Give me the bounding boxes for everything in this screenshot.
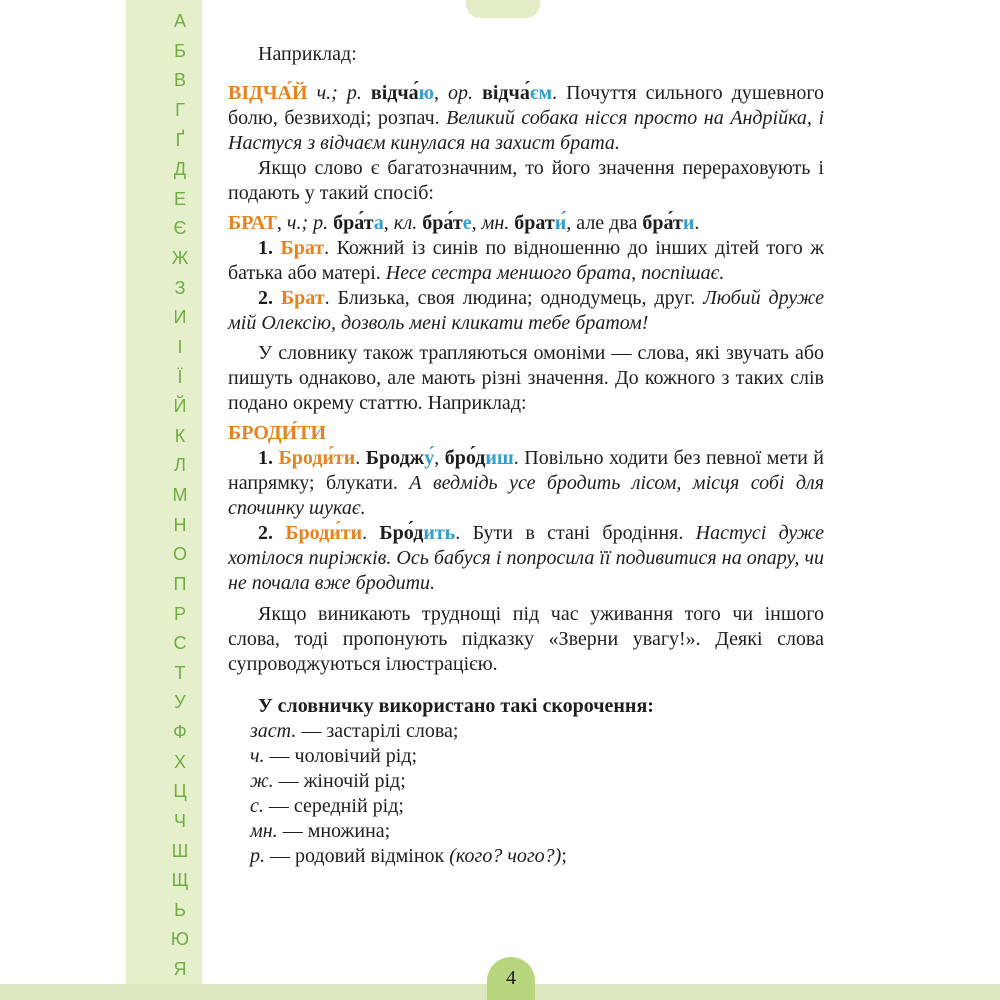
alphabet-letter: Ч — [174, 810, 186, 831]
alphabet-letter: П — [173, 573, 187, 594]
alphabet-letter: Е — [173, 188, 186, 209]
text-run: 1. — [258, 237, 281, 259]
text-run: ВІДЧА́Й — [228, 82, 308, 104]
alphabet-letter: Ю — [170, 929, 190, 950]
text-run: Брат — [280, 237, 325, 259]
top-tab-decoration — [466, 0, 540, 18]
text-run: бра́т — [422, 212, 463, 234]
alphabet-letter: К — [174, 425, 186, 446]
alphabet-letter: В — [173, 70, 186, 91]
abbr-s — [250, 794, 824, 819]
para-hint — [228, 602, 824, 677]
text-run: 2. — [258, 287, 281, 309]
text-run: Брат — [280, 287, 325, 309]
alphabet-letter: Х — [173, 751, 186, 772]
para-homonyms — [228, 341, 824, 416]
text-run: . Близька, своя людина; однодумець, друг. — [324, 287, 704, 309]
abbr-r — [250, 844, 824, 869]
text-run: , — [433, 82, 449, 104]
para-polysemy — [228, 156, 824, 206]
text-run: кл. — [393, 212, 423, 234]
text-run: а — [373, 212, 384, 234]
text-run: У словнику також трапляються омоніми — слова, які звучать або пишуть однаково, але мають різні значення. До кожного з таких слів подано окрему статтю. Наприклад: — [228, 342, 824, 414]
text-run: заст. — [250, 720, 297, 742]
text-run: (кого? чого?) — [449, 845, 562, 867]
text-run: — чоловічий рід; — [264, 745, 418, 767]
entry-brat-head — [228, 211, 824, 236]
entry-brat-sense-1 — [228, 236, 824, 286]
alphabet-letter: Ц — [173, 781, 187, 802]
abbr-zast — [250, 719, 824, 744]
text-run: — середній рід; — [263, 795, 404, 817]
alphabet-letter: Б — [174, 40, 186, 61]
text-run: . — [362, 522, 380, 544]
page-number-tab — [487, 957, 535, 1000]
alphabet-letter: М — [172, 485, 188, 505]
text-run: Якщо виникають труднощі під час уживання того чи іншого слова, тоді пропонують підказку «Зверни увагу!». Деякі слова супроводжуються ілюстрацією. — [228, 603, 824, 675]
text-run: , — [276, 212, 287, 234]
alphabet-letter: І — [177, 336, 183, 357]
example-label — [228, 42, 824, 67]
text-run: е — [462, 212, 472, 234]
text-run: мн. — [250, 820, 278, 842]
text-run: відча́ — [482, 82, 530, 104]
text-run: У словничку використано такі скорочення: — [258, 695, 654, 717]
text-run: Наприклад: — [258, 43, 357, 65]
text-run: відча́ — [370, 82, 419, 104]
text-column — [228, 42, 824, 869]
abbr-heading — [228, 694, 824, 719]
text-run: Якщо слово є багатозначним, то його значення перераховують і подають у такий спосіб: — [228, 157, 824, 204]
abbr-ch — [250, 744, 824, 769]
alphabet-letter: Щ — [171, 870, 189, 891]
text-run: . — [694, 212, 700, 234]
text-run: ить — [423, 522, 456, 544]
alphabet-letter: И — [173, 307, 187, 328]
alphabet-letter: О — [172, 544, 187, 565]
alphabet-letter: Й — [173, 396, 187, 417]
text-run: ч. — [250, 745, 265, 767]
text-run: 2. — [258, 522, 286, 544]
alphabet-letter: Р — [173, 603, 186, 624]
text-run: с. — [250, 795, 264, 817]
alphabet-letter: Ґ — [175, 129, 185, 150]
entry-brat-sense-2 — [228, 286, 824, 336]
text-run: . Повільно ходити без певної мети й напрямку; блукати. — [228, 447, 824, 494]
text-run: ю — [418, 82, 434, 104]
text-run: бро́д — [444, 447, 486, 469]
alphabet-index — [157, 12, 203, 978]
text-run: Несе сестра меншого брата, поспішає. — [385, 262, 725, 284]
alphabet-letter: Д — [173, 159, 187, 180]
alphabet-letter: Т — [174, 662, 186, 683]
text-run: Настусі дуже хотілося пиріжків. Ось бабуся і попросила її подивитися на опару, чи не почала вже бродити. — [228, 522, 825, 594]
text-run: — жіночій рід; — [273, 770, 406, 792]
text-run: и — [682, 212, 695, 234]
alphabet-letter: Г — [175, 99, 185, 120]
text-run: , але два — [566, 212, 643, 234]
text-run: Бро́д — [379, 522, 424, 544]
alphabet-letter: С — [173, 633, 187, 654]
text-run: . — [355, 447, 366, 469]
text-run: БРАТ — [228, 212, 277, 234]
alphabet-letter: Є — [173, 218, 187, 239]
alphabet-letter: У — [174, 692, 186, 713]
entry-brodyty-sense-1 — [228, 446, 824, 521]
text-run: иш — [485, 447, 514, 469]
text-run: єм — [529, 82, 553, 104]
text-run: — застарілі слова; — [296, 720, 459, 742]
text-run: ор. — [448, 82, 483, 104]
text-run: . Почуття сильного душевного болю, безвиході; розпач. — [228, 82, 825, 129]
abbr-zh — [250, 769, 824, 794]
text-run: Броди́ти — [278, 447, 356, 469]
alphabet-letter: Я — [173, 959, 187, 979]
text-run: БРОДИ́ТИ — [228, 422, 327, 444]
text-run: брат — [514, 212, 555, 234]
text-run: Броди́ти — [285, 522, 363, 544]
entry-vidchai — [228, 81, 824, 156]
text-run: — множина; — [277, 820, 391, 842]
text-run: Великий собака нісся просто на Андрійка, і Настуся з відчаєм кинулася на захист брата. — [228, 107, 824, 154]
text-run: , — [383, 212, 394, 234]
entry-brodyty-sense-2 — [228, 521, 824, 596]
abbr-mn — [250, 819, 824, 844]
text-run: ч.; р. — [307, 82, 371, 104]
text-run: , — [471, 212, 482, 234]
text-run: . Бути в стані бродіння. — [455, 522, 696, 544]
text-run: р. — [250, 845, 265, 867]
text-run: ч.; р. — [286, 212, 334, 234]
entry-brodyty-head — [228, 421, 824, 446]
page-number: 4 — [506, 967, 516, 989]
alphabet-letter: Ф — [173, 722, 187, 742]
alphabet-letter: Н — [173, 514, 187, 535]
text-run: Бродж — [365, 447, 425, 469]
text-run: у́ — [424, 447, 435, 469]
text-run: Любий друже мій Олексію, дозволь мені кликати тебе братом! — [228, 287, 825, 334]
alphabet-letter: Ш — [171, 840, 189, 861]
text-run: ; — [561, 845, 567, 867]
alphabet-letter: Л — [174, 455, 186, 476]
text-run: и́ — [554, 212, 567, 234]
text-run: 1. — [258, 447, 279, 469]
text-run: . Кожний із синів по відношенню до інших дітей того ж батька або матері. — [228, 237, 825, 284]
text-run: бра́т — [333, 212, 374, 234]
alphabet-letter: А — [173, 11, 186, 31]
text-run: ж. — [250, 770, 274, 792]
alphabet-letter: Ї — [177, 366, 183, 387]
text-run: , — [434, 447, 445, 469]
alphabet-letter: Ж — [171, 248, 189, 268]
text-run: мн. — [481, 212, 515, 234]
text-run: А ведмідь усе бродить лісом, місця собі для спочинку шукає. — [228, 472, 824, 519]
alphabet-letter: Ь — [174, 899, 186, 920]
text-run: — родовий відмінок — [265, 845, 450, 867]
text-run: бра́т — [642, 212, 683, 234]
alphabet-letter: З — [174, 277, 186, 298]
